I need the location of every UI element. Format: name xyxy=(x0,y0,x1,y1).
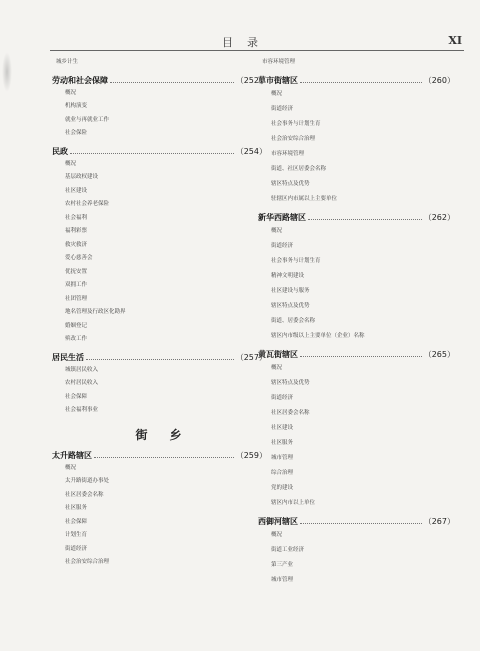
toc-entry xyxy=(52,449,267,462)
toc-subentry: 爱心慈善会 xyxy=(65,255,93,261)
toc-subentry: 概况 xyxy=(65,160,77,167)
section-title: 街乡 xyxy=(135,427,204,442)
toc-subentry: 太升路街道办事处 xyxy=(65,478,110,484)
toc-subentry: 婚姻登记 xyxy=(65,322,88,329)
toc-subentry: 综合治理 xyxy=(271,469,294,476)
toc-subentry: 概况 xyxy=(65,89,77,96)
left-column xyxy=(52,56,267,570)
toc-subentry: 街道经济 xyxy=(271,242,294,249)
toc-subentry: 社会保障 xyxy=(65,393,88,400)
toc-subentry: 社团管理 xyxy=(65,295,88,302)
toc-subentry: 计划生育 xyxy=(65,532,88,538)
toc-subentry: 概况 xyxy=(271,364,283,371)
toc-subentry: 概况 xyxy=(271,531,283,538)
toc-subentry: 地名管理及行政区化勘界 xyxy=(65,309,126,315)
toc-subentry: 社会福利事业 xyxy=(65,407,99,413)
toc-subentry: 社区建设 xyxy=(271,424,294,431)
toc-subentry: 辖区特点及优势 xyxy=(271,180,310,187)
toc-subentry: 辖区内市级以上主要单位（企业）名称 xyxy=(271,332,365,339)
toc-subentry: 第三产业 xyxy=(271,561,294,568)
toc-entry-title: 太升路辖区 xyxy=(52,450,92,460)
dot-leader xyxy=(70,145,234,154)
toc-subentry: 街道、社区居委会名称 xyxy=(271,165,327,172)
toc-entry xyxy=(258,515,455,528)
toc-entry-title: 新华西路辖区 xyxy=(258,212,306,222)
toc-subentry: 概况 xyxy=(271,90,283,97)
toc-entry xyxy=(52,74,267,87)
dot-leader xyxy=(86,351,234,360)
toc-subentry: 辖区特点及优势 xyxy=(271,302,310,309)
dot-leader xyxy=(94,449,234,458)
toc-subentry: 救灾救济 xyxy=(65,241,88,248)
toc-subentry: 社区服务 xyxy=(65,505,88,511)
toc-entry-page: （265） xyxy=(423,349,455,359)
dot-leader xyxy=(110,74,234,83)
toc-subentry: 社会保险 xyxy=(65,130,88,136)
toc-subentry: 社区居委会名称 xyxy=(65,491,104,498)
header-page-number: XI xyxy=(448,34,462,47)
toc-subentry: 社会保障 xyxy=(65,518,88,525)
toc-subentry: 社会事务与计划生育 xyxy=(271,120,321,127)
toc-subentry: 就业与再就业工作 xyxy=(65,116,110,123)
toc-subentry: 基层政权建设 xyxy=(65,174,99,180)
toc-subentry: 街道经济 xyxy=(271,394,294,401)
toc-subentry: 城镇居民收入 xyxy=(65,366,99,373)
toc-subentry: 街道工业经济 xyxy=(271,546,305,553)
toc-subentry: 社区居委会名称 xyxy=(271,409,310,416)
header-title: 目录 xyxy=(222,36,272,49)
toc-subentry: 社会福利 xyxy=(65,214,88,221)
toc-subentry: 社区服务 xyxy=(271,439,294,446)
toc-entry-page: （259） xyxy=(235,450,267,460)
toc-subentry: 市容环境管理 xyxy=(271,150,305,157)
toc-subentry: 福利彩票 xyxy=(65,228,88,234)
toc-entry-title: 居民生活 xyxy=(52,352,84,362)
dot-leader xyxy=(308,211,422,220)
toc-subentry: 双拥工作 xyxy=(65,282,88,288)
toc-subentry: 殡改工作 xyxy=(65,336,88,342)
toc-subentry: 街道经济 xyxy=(65,545,88,552)
toc-subentry: 街道经济 xyxy=(271,105,294,112)
right-column xyxy=(258,56,455,588)
toc-subentry: 社区建设 xyxy=(65,187,88,194)
toc-entry-page: （257） xyxy=(235,352,267,362)
toc-subentry: 优抚安置 xyxy=(65,268,88,275)
toc-subentry: 辖区特点及优势 xyxy=(271,379,310,386)
toc-subentry: 驻辖区内市属以上主要单位 xyxy=(271,195,338,202)
toc-entry xyxy=(52,145,267,158)
page-header xyxy=(50,34,462,48)
toc-entry-page: （260） xyxy=(423,75,455,85)
toc-subentry: 社区建设与服务 xyxy=(271,287,310,294)
toc-entry xyxy=(258,348,455,361)
toc-entry-page: （254） xyxy=(235,146,267,156)
toc-subentry: 机构演变 xyxy=(65,103,88,109)
toc-subentry: 社会治安综合治理 xyxy=(271,135,316,142)
toc-subentry: 城市管理 xyxy=(271,454,294,461)
toc-entry-title: 劳动和社会保障 xyxy=(52,75,108,85)
toc-entry xyxy=(52,351,267,364)
toc-subentry: 城乡计生 xyxy=(56,59,79,65)
toc-entry-title: 草市街辖区 xyxy=(258,75,298,85)
dot-leader xyxy=(300,348,422,357)
toc-entry-title: 西御河辖区 xyxy=(258,516,298,526)
toc-subentry: 城市管理 xyxy=(271,576,294,583)
header-rule xyxy=(50,50,464,51)
toc-entry-page: （252） xyxy=(235,75,267,85)
toc-subentry: 市容环境管理 xyxy=(262,59,296,65)
toc-entry-title: 黄瓦街辖区 xyxy=(258,349,298,359)
toc-subentry: 概况 xyxy=(65,464,77,471)
toc-subentry: 党的建设 xyxy=(271,484,294,491)
toc-subentry: 社会治安综合治理 xyxy=(65,559,110,565)
toc-entry xyxy=(258,211,455,224)
toc-entry-page: （267） xyxy=(423,516,455,526)
dot-leader xyxy=(300,74,422,83)
toc-subentry: 社会事务与计划生育 xyxy=(271,257,321,264)
toc-subentry: 农村社会养老保险 xyxy=(65,201,110,207)
toc-entry-page: （262） xyxy=(423,212,455,222)
toc-subentry: 概况 xyxy=(271,227,283,234)
toc-entry-title: 民政 xyxy=(52,146,68,156)
page-stain xyxy=(2,52,12,92)
toc-subentry: 精神文明建设 xyxy=(271,272,305,279)
toc-subentry: 辖区内市以上单位 xyxy=(271,499,316,506)
dot-leader xyxy=(300,515,422,524)
toc-subentry: 街道、居委会名称 xyxy=(271,317,316,324)
toc-subentry: 农村居民收入 xyxy=(65,380,99,386)
toc-entry xyxy=(258,74,455,87)
